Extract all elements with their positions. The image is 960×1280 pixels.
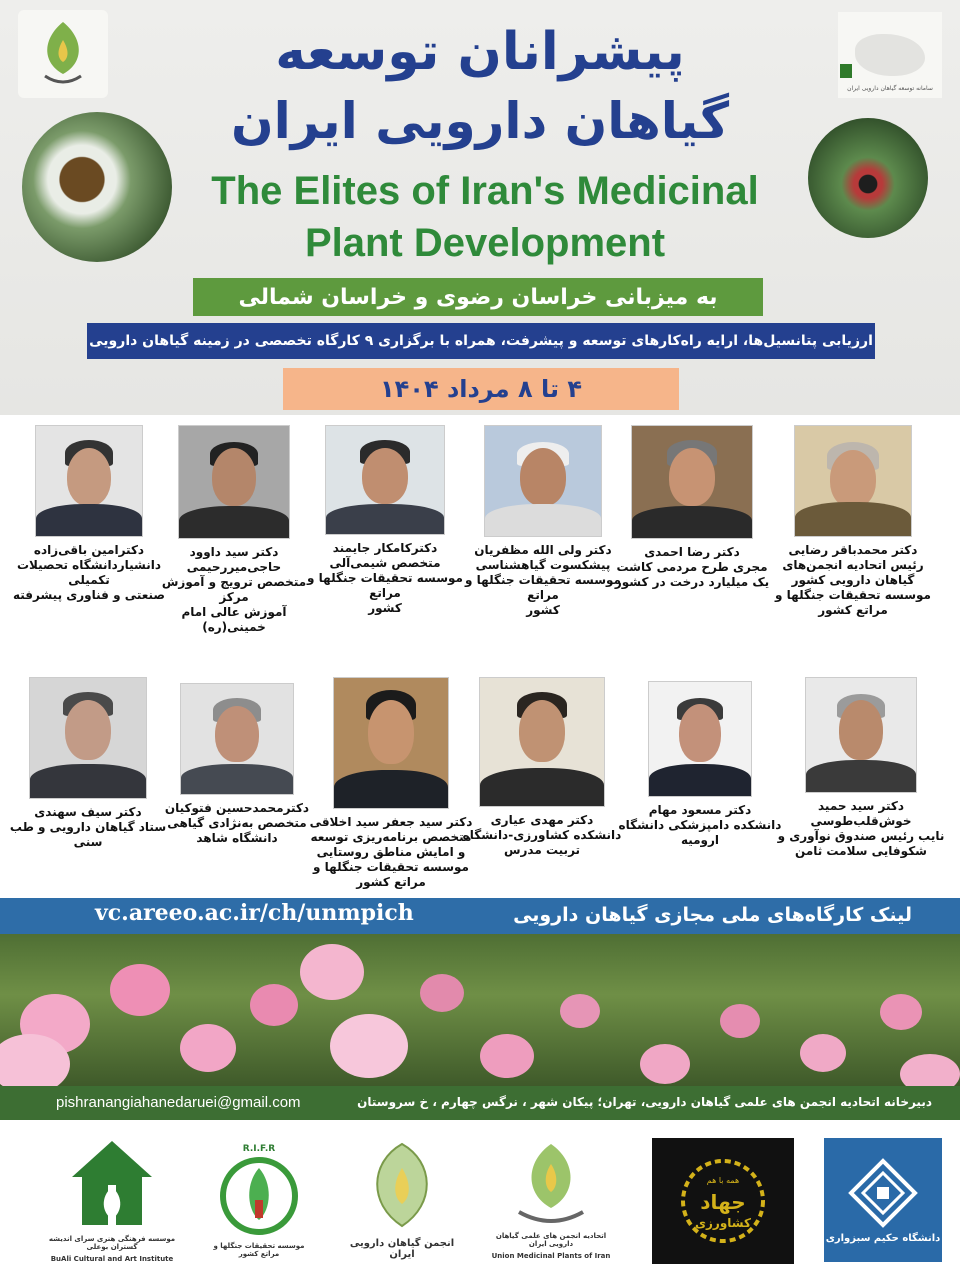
- speaker-photo: [631, 425, 753, 539]
- geometric-star-icon: [847, 1157, 919, 1229]
- speaker-card: [612, 425, 772, 590]
- house-leaf-icon: [64, 1135, 160, 1231]
- speakers-section: [0, 415, 960, 897]
- contact-bar: [0, 1086, 960, 1120]
- host-banner: به میزبانی خراسان رضوی و خراسان شمالی: [193, 278, 763, 316]
- speaker-info: دکتر مهدی عیاری دانشکده کشاورزی-دانشگاه تربیت مدرس: [462, 813, 622, 857]
- leaf-drop-icon: [33, 18, 93, 90]
- speaker-info: دکتر مسعود مهام دانشکده دامپزشکی دانشگاه ارومیه: [618, 803, 782, 847]
- speaker-info: دکتر رضا احمدی مجری طرح مردمی کاشت یک میلیارد درخت در کشور: [614, 545, 770, 589]
- speaker-photo: [333, 677, 449, 809]
- speaker-info: دکتر محمدباقر رضایی رئیس اتحادیه انجمن‌های گیاهان دارویی کشور موسسه تحقیقات جنگلها و مراتع کشور: [775, 543, 931, 617]
- leaf-hands-icon: [503, 1138, 599, 1228]
- title-en-line1: The Elites of Iran's Medicinal: [211, 169, 759, 213]
- speaker-card: [462, 677, 622, 858]
- title-fa-line2: گیاهان دارویی ایران: [230, 92, 730, 150]
- speaker-photo: [178, 425, 290, 539]
- svg-text:جهاد: جهاد: [700, 1190, 746, 1214]
- speaker-info: دکتر ولی الله مظفریان پیشکسوت گیاهشناسی موسسه تحقیقات جنگلها و مراتع کشور: [465, 543, 621, 617]
- svg-text:همه با هم: همه با هم: [706, 1176, 740, 1185]
- speaker-card: [150, 425, 318, 635]
- workshop-link-bar: [0, 898, 960, 934]
- description-banner: ارزیابی پتانسیل‌ها، ارایه راه‌کارهای توسعه و پیشرفت، همراه با برگزاری ۹ کارگاه تخصصی در زمینه گیاهان دارویی: [87, 323, 875, 359]
- speaker-card: [300, 425, 470, 616]
- speaker-card: [456, 425, 630, 618]
- leaf-oil-drop-icon: [354, 1138, 450, 1234]
- bu-ali-institute-logo: موسسه فرهنگی هنری سرای اندیشه گستران بوعلی BuAli Cultural and Art Institute: [48, 1130, 176, 1268]
- workshop-link[interactable]: vc.areeo.ac.ir/ch/unmpich: [95, 900, 414, 926]
- union-logo: [18, 10, 108, 98]
- rifr-leaf-icon: [217, 1154, 301, 1238]
- union-medicinal-plants-logo: اتحادیه انجمن های علمی گیاهان دارویی ایران Union Medicinal Plants of Iran: [490, 1130, 612, 1268]
- speaker-photo: [479, 677, 605, 807]
- hakim-sabzevari-university-logo: دانشگاه حکیم سبزواری: [824, 1138, 942, 1262]
- contact-address: دبیرخانه اتحادیه انجمن های علمی گیاهان دارویی، تهران؛ پیکان شهر ، نرگس چهارم ، خ سروستان: [357, 1095, 932, 1109]
- speaker-info: دکترامین باقی‌زاده دانشیاردانشگاه تحصیلات تکمیلی صنعتی و فناوری پیشرفته: [12, 543, 166, 602]
- sponsor-logos: [0, 1120, 960, 1280]
- wheat-wreath-icon: [675, 1153, 771, 1249]
- speaker-info: دکتر سیف سهندی ستاد گیاهان دارویی و طب سنی: [9, 805, 167, 849]
- contact-email[interactable]: pishranangiahanedaruei@gmail.com: [56, 1094, 301, 1111]
- speaker-card: [8, 677, 168, 850]
- jahad-keshavarzi-logo: [652, 1138, 794, 1264]
- iran-medicinal-society-logo: انجمن گیاهان دارویی ایران: [343, 1130, 461, 1268]
- speaker-info: دکتر سید داوود حاجی‌میررحیمی متخصص ترویج و آموزش مرکز آموزش عالی امام خمینی(ره): [161, 545, 307, 634]
- date-banner: ۴ تا ۸ مرداد ۱۴۰۴: [283, 368, 679, 410]
- drip-irrigation-image: [808, 118, 928, 238]
- speaker-card: [768, 677, 954, 859]
- speaker-photo: [794, 425, 912, 537]
- rifr-logo: R.I.F.R موسسه تحقیقات جنگلها و مراتع کشور: [213, 1144, 305, 1258]
- speaker-info: دکترکامکار جایمند متخصص شیمی‌آلی موسسه تحقیقات جنگلها و مراتع کشور: [307, 541, 463, 615]
- svg-text:کشاورزی: کشاورزی: [695, 1216, 751, 1230]
- speaker-photo: [648, 681, 752, 797]
- speaker-photo: [805, 677, 917, 793]
- speaker-info: دکترمحمدحسین فتوکیان متخصص به‌نژادی گیاهی دانشگاه شاهد: [164, 801, 310, 845]
- speaker-info: دکتر سید جعفر سید اخلاقی متخصص برنامه‌ریزی توسعه و امایش مناطق روستایی موسسه تحقیقات جنگلها و مراتع کشور: [309, 815, 473, 889]
- title-fa-line1: پیشرانان توسعه: [275, 22, 685, 82]
- flag-icon: [840, 64, 852, 78]
- damask-rose-field-image: [0, 934, 960, 1086]
- iran-medicinal-system-logo: [838, 12, 942, 98]
- logo-tr-caption: سامانه توسعه گیاهان دارویی ایران: [847, 85, 933, 92]
- iran-map-icon: [855, 34, 925, 76]
- header-banner: [0, 0, 960, 415]
- speaker-card: [618, 681, 782, 848]
- workshop-link-title: لینک کارگاه‌های ملی مجازی گیاهان دارویی: [513, 904, 912, 926]
- speaker-card: [758, 425, 948, 618]
- speaker-photo: [484, 425, 602, 537]
- speaker-photo: [325, 425, 445, 535]
- speaker-photo: [35, 425, 143, 537]
- title-en-line2: Plant Development: [304, 221, 666, 265]
- speaker-card: [162, 683, 312, 846]
- speaker-info: دکتر سید حمید خوش‌قلب‌طوسی نایب رئیس صندوق نوآوری و شکوفایی سلامت ثامن: [777, 799, 945, 858]
- speaker-card: [8, 425, 170, 603]
- speaker-photo: [29, 677, 147, 799]
- speaker-photo: [180, 683, 294, 795]
- speaker-card: [296, 677, 486, 890]
